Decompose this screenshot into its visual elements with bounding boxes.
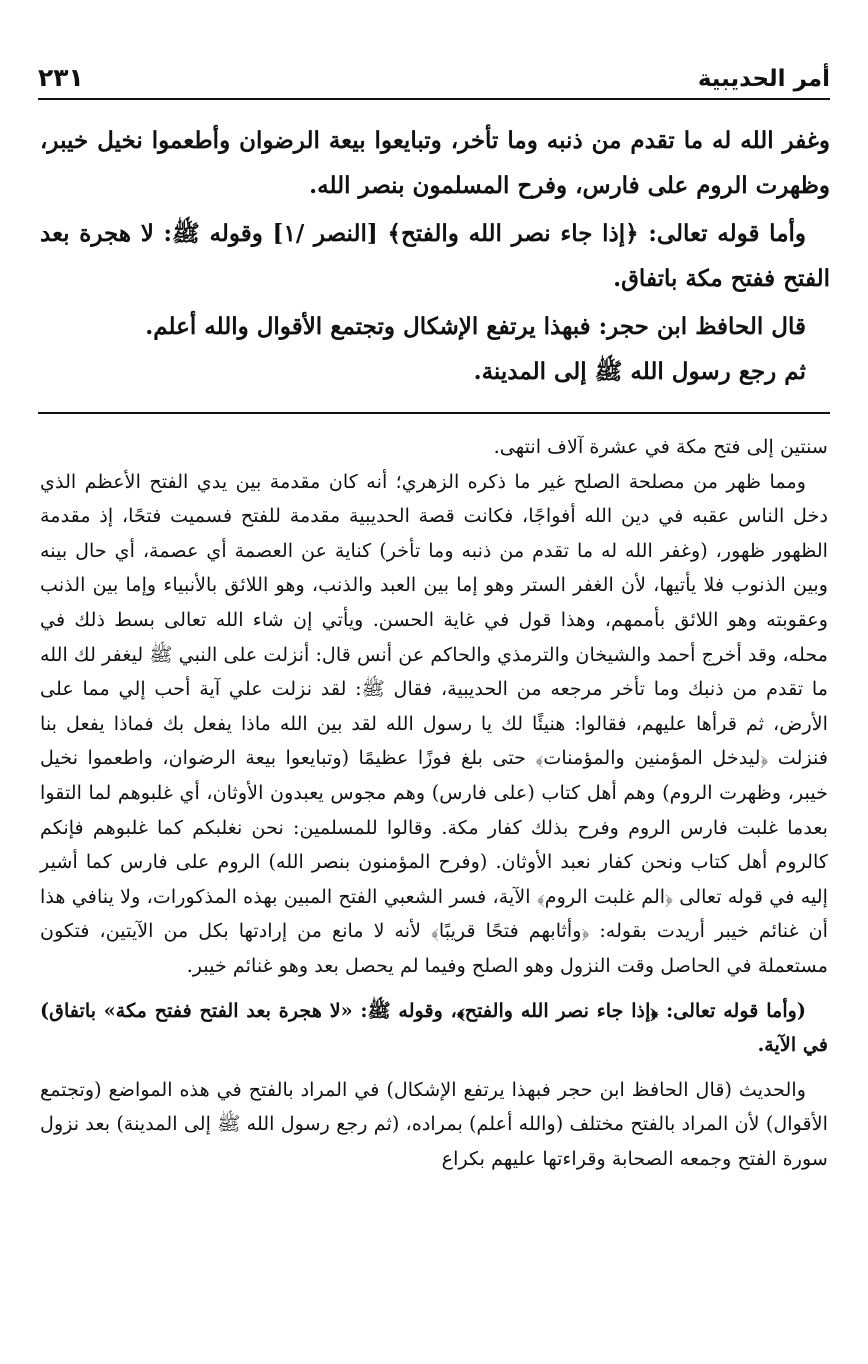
section-divider [38, 412, 830, 414]
main-paragraph-3: قال الحافظ ابن حجر: فبهذا يرتفع الإشكال وتجتمع الأقوال والله أعلم. [145, 313, 806, 340]
page-header [38, 52, 830, 100]
main-paragraph-4: ثم رجع رسول الله ﷺ إلى المدينة. [473, 358, 806, 385]
commentary-paragraph-3: (وأما قوله تعالى: ﴿إذا جاء نصر الله والفتح﴾، وقوله ﷺ: «لا هجرة بعد الفتح ففتح مكة» باتفاق) في الآية. [40, 998, 828, 1057]
main-text [40, 118, 830, 394]
commentary-text [40, 430, 828, 1176]
commentary-paragraph-2: ومما ظهر من مصلحة الصلح غير ما ذكره الزهري؛ أنه كان مقدمة بين يدي الفتح الأعظم الذي دخل الناس عقبه في دين الله أفواجًا، فكانت قصة الحديبية مقدمة للفتح فسميت فتحًا، إذ مقدمة الظهور ظهور، (وغفر الله له ما تقدم من ذنبه وما تأخر) كناية عن العصمة أي عصمة، أي حال بينه وبين الذنوب فلا يأتيها، لأن الغفر الستر وهو إما بين العبد والذنب، وهو اللائق بالأنبياء وإما بين الذنب وعقوبته وهو اللائق بأممهم، وهذا قول في غاية الحسن. ويأتي إن شاء الله تعالى بسط ذلك في محله، وقد أخرج أحمد والشيخان والترمذي والحاكم عن أنس قال: أنزلت على النبي ﷺ ليغفر لك الله ما تقدم من ذنبك وما تأخر مرجعه من الحديبية، فقال ﷺ: لقد نزلت علي آية أحب إلي مما على الأرض، ثم قرأها عليهم، فقالوا: هنيئًا لك يا رسول الله لقد بين الله ماذا يفعل بك فماذا يفعل بنا فنزلت ﴿ليدخل المؤمنين والمؤمنات﴾ حتى بلغ فوزًا عظيمًا (وتبايعوا بيعة الرضوان، واطعموا نخيل خيبر، وظهرت الروم) وهم أهل كتاب (على فارس) وهم مجوس يعبدون الأوثان، أي غلبوهم لما التقوا بعدما غلبت فارس الروم وفرح بذلك كفار مكة. وقالوا للمسلمين: نحن نغلبكم كما غلبوهم فإنكم كالروم أهل كتاب ونحن كفار نعبد الأوثان. (وفرح المؤمنون بنصر الله) الروم على فارس كما أشير إليه في قوله تعالى ﴿الم غلبت الروم﴾ الآية، فسر الشعبي الفتح المبين بهذه المذكورات، ولا ينافي هذا أن غنائم خيبر أريدت بقوله: ﴿وأثابهم فتحًا قريبًا﴾ لأنه لا مانع من إرادتها بكل من الآيتين، فتكون مستعملة في الحاصل وقت النزول وهو الصلح وفيما لم يحصل بعد وهو غنائم خيبر. [40, 469, 828, 977]
page-number: ٢٣١ [38, 63, 84, 92]
main-paragraph-2: وأما قوله تعالى: ﴿إذا جاء نصر الله والفتح﴾ [النصر /١] وقوله ﷺ: لا هجرة بعد الفتح ففتح مكة باتفاق. [40, 220, 830, 292]
commentary-paragraph-4: والحديث (قال الحافظ ابن حجر فبهذا يرتفع الإشكال) في المراد بالفتح في هذه المواضع (وتجتمع الأقوال) لأن المراد بالفتح مختلف (والله أعلم) بمراده، (ثم رجع رسول الله ﷺ إلى المدينة) بعد نزول سورة الفتح وجمعه الصحابة وقراءتها عليهم بكراع [40, 1077, 828, 1170]
commentary-paragraph-1: سنتين إلى فتح مكة في عشرة آلاف انتهى. [493, 435, 828, 458]
chapter-title: أمر الحديبية [697, 66, 830, 92]
main-paragraph-1: وغفر الله له ما تقدم من ذنبه وما تأخر، وتبايعوا بيعة الرضوان وأطعموا نخيل خيبر، وظهرت الروم على فارس، وفرح المسلمون بنصر الله. [40, 127, 830, 199]
